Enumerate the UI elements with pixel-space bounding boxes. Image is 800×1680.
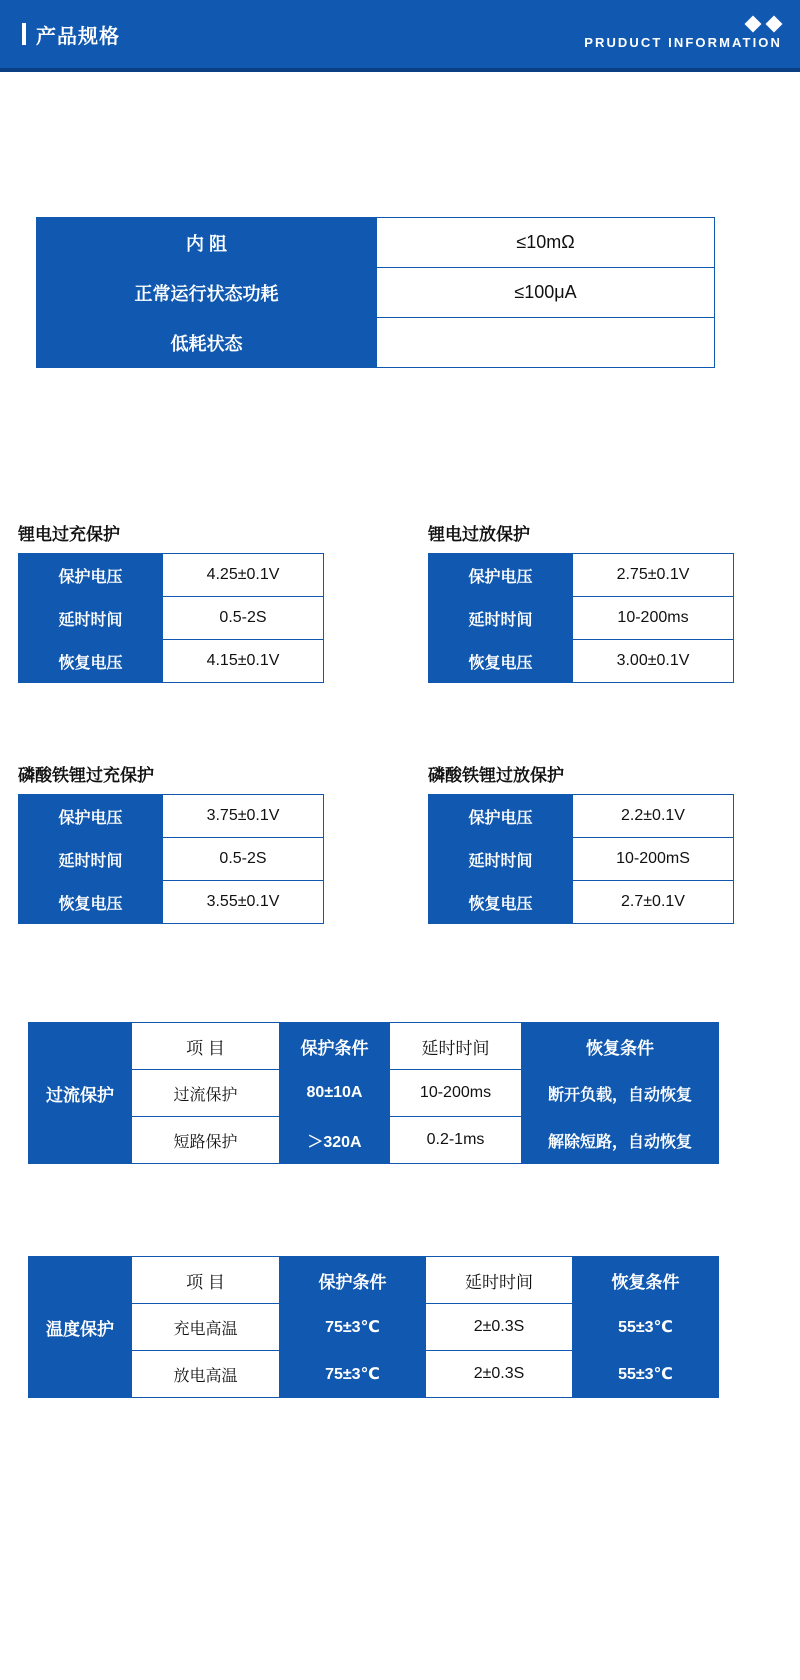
cell-condition: ＞320A (280, 1117, 390, 1164)
row-label: 保护电压 (429, 554, 573, 597)
row-label: 保护电压 (19, 795, 163, 838)
table-row (19, 640, 324, 683)
row-value: 2.75±0.1V (573, 554, 734, 597)
row-value: 2.7±0.1V (573, 881, 734, 924)
cell-recovery: 55±3℃ (573, 1351, 719, 1398)
row-label: 延时时间 (429, 838, 573, 881)
table-row (29, 1117, 719, 1164)
row-label: 恢复电压 (429, 640, 573, 683)
row-value: 3.55±0.1V (163, 881, 324, 924)
main-spec-section (36, 217, 800, 368)
page-header (0, 0, 800, 68)
li-overdischarge-caption: 锂电过放保护 (428, 525, 530, 544)
row-value: 4.15±0.1V (163, 640, 324, 683)
table-row (429, 640, 734, 683)
table-row (29, 1351, 719, 1398)
row-value: 3.75±0.1V (163, 795, 324, 838)
header-right-group (584, 18, 786, 50)
table-row (19, 554, 324, 597)
row-value: 10-200ms (573, 597, 734, 640)
table-row (429, 881, 734, 924)
lifepo4-overcharge-block (18, 761, 428, 924)
spec-value (377, 318, 715, 368)
table-row (429, 597, 734, 640)
temperature-protection-table (28, 1256, 719, 1398)
row-value: 4.25±0.1V (163, 554, 324, 597)
lithium-protection-section (18, 520, 800, 683)
lifepo4-overcharge-table (18, 794, 324, 924)
diamond-icon (766, 16, 783, 33)
cell-condition: 75±3℃ (280, 1351, 426, 1398)
temperature-protection-section (28, 1256, 800, 1398)
current-protection-row-label: 过流保护 (29, 1023, 132, 1164)
table-row (29, 1070, 719, 1117)
lifepo4-overdischarge-caption: 磷酸铁锂过放保护 (428, 766, 564, 785)
row-label: 延时时间 (19, 838, 163, 881)
cell-item: 放电高温 (132, 1351, 280, 1398)
row-value: 10-200mS (573, 838, 734, 881)
row-value: 3.00±0.1V (573, 640, 734, 683)
spec-label: 内 阻 (37, 218, 377, 268)
header-underline (0, 68, 800, 72)
li-overcharge-block (18, 520, 428, 683)
spec-value: ≤10mΩ (377, 218, 715, 268)
column-header-recovery: 恢复条件 (573, 1257, 719, 1304)
column-header-recovery: 恢复条件 (522, 1023, 719, 1070)
current-protection-section (28, 1022, 800, 1164)
row-value: 2.2±0.1V (573, 795, 734, 838)
lifepo4-overcharge-caption: 磷酸铁锂过充保护 (18, 766, 154, 785)
row-label: 保护电压 (19, 554, 163, 597)
spec-value: ≤100μA (377, 268, 715, 318)
row-value: 0.5-2S (163, 597, 324, 640)
spec-label: 正常运行状态功耗 (37, 268, 377, 318)
row-value: 0.5-2S (163, 838, 324, 881)
diamond-decoration-group (747, 18, 782, 30)
temperature-protection-row-label: 温度保护 (29, 1257, 132, 1398)
cell-item: 充电高温 (132, 1304, 280, 1351)
row-label: 保护电压 (429, 795, 573, 838)
column-header-condition: 保护条件 (280, 1257, 426, 1304)
bottom-spacer (0, 1398, 800, 1568)
table-row (429, 554, 734, 597)
table-row (19, 597, 324, 640)
column-header-item: 项 目 (132, 1023, 280, 1070)
cell-item: 短路保护 (132, 1117, 280, 1164)
cell-recovery: 断开负载，自动恢复 (522, 1070, 719, 1117)
main-spec-table (36, 217, 715, 368)
header-accent-bar (22, 23, 26, 45)
column-header-item: 项 目 (132, 1257, 280, 1304)
column-header-condition: 保护条件 (280, 1023, 390, 1070)
table-row (429, 795, 734, 838)
cell-delay: 2±0.3S (426, 1351, 573, 1398)
table-row (429, 838, 734, 881)
column-header-delay: 延时时间 (426, 1257, 573, 1304)
li-overcharge-table (18, 553, 324, 683)
diamond-icon (745, 16, 762, 33)
li-overcharge-caption: 锂电过充保护 (18, 525, 120, 544)
cell-recovery: 解除短路，自动恢复 (522, 1117, 719, 1164)
page-subtitle: PRUDUCT INFORMATION (584, 35, 782, 50)
cell-item: 过流保护 (132, 1070, 280, 1117)
row-label: 延时时间 (429, 597, 573, 640)
column-header-delay: 延时时间 (390, 1023, 522, 1070)
lifepo4-overdischarge-block (428, 761, 734, 924)
table-row (29, 1304, 719, 1351)
table-row (37, 318, 715, 368)
row-label: 延时时间 (19, 597, 163, 640)
row-label: 恢复电压 (429, 881, 573, 924)
cell-condition: 75±3℃ (280, 1304, 426, 1351)
table-row (37, 218, 715, 268)
page-title: 产品规格 (36, 25, 120, 48)
cell-delay: 0.2-1ms (390, 1117, 522, 1164)
cell-delay: 2±0.3S (426, 1304, 573, 1351)
table-row (19, 838, 324, 881)
lifepo4-overdischarge-table (428, 794, 734, 924)
li-overdischarge-block (428, 520, 734, 683)
spec-label: 低耗状态 (37, 318, 377, 368)
table-header-row (29, 1023, 719, 1070)
li-overdischarge-table (428, 553, 734, 683)
header-left-group (22, 20, 120, 49)
row-label: 恢复电压 (19, 881, 163, 924)
cell-condition: 80±10A (280, 1070, 390, 1117)
lifepo4-protection-section (18, 761, 800, 924)
cell-delay: 10-200ms (390, 1070, 522, 1117)
table-row (19, 881, 324, 924)
current-protection-table (28, 1022, 719, 1164)
table-row (19, 795, 324, 838)
row-label: 恢复电压 (19, 640, 163, 683)
cell-recovery: 55±3℃ (573, 1304, 719, 1351)
table-header-row (29, 1257, 719, 1304)
table-row (37, 268, 715, 318)
